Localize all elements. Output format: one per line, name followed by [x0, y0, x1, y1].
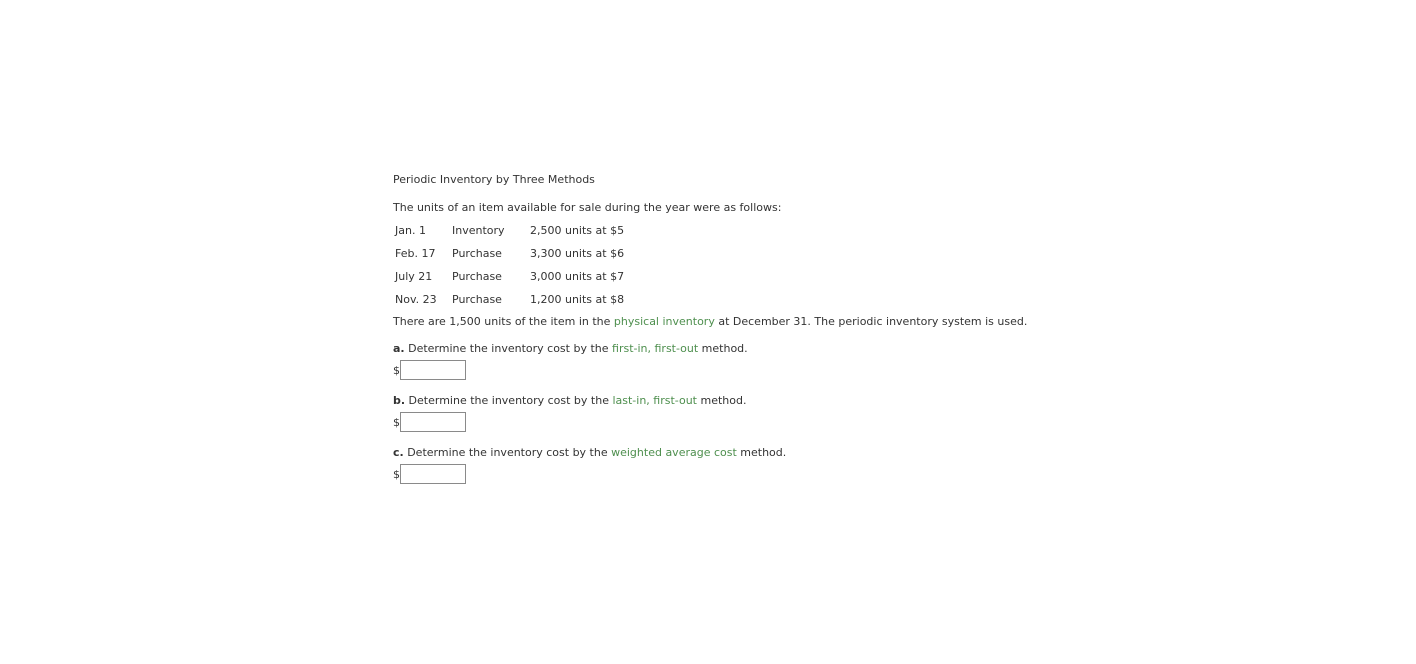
question-a [393, 341, 1093, 357]
problem-content [393, 172, 1093, 485]
question-letter: b. [393, 394, 406, 407]
fifo-cost-input[interactable] [400, 360, 466, 380]
entry-type: Inventory [452, 224, 505, 237]
question-letter: a. [393, 342, 405, 355]
weighted-average-link[interactable]: weighted average cost [611, 446, 737, 459]
currency-symbol: $ [393, 415, 400, 429]
question-b [393, 393, 1093, 409]
entry-detail: 3,000 units at $7 [530, 270, 625, 283]
question-text-after: method. [698, 342, 748, 355]
lifo-cost-input[interactable] [400, 412, 466, 432]
entry-date: Jan. 1 [395, 224, 426, 237]
physical-inventory-link[interactable]: physical inventory [613, 315, 715, 328]
intro-text: The units of an item available for sale during the year were as follows: [393, 201, 782, 214]
currency-symbol: $ [393, 363, 400, 377]
entry-date: July 21 [395, 270, 433, 283]
inventory-entries-table [393, 219, 624, 311]
table-row [393, 265, 624, 288]
entry-detail: 3,300 units at $6 [530, 247, 625, 260]
info-text-after: at December 31. The periodic inventory system is used. [714, 315, 1028, 328]
entry-date: Nov. 23 [395, 293, 437, 306]
entry-type: Purchase [452, 293, 502, 306]
currency-symbol: $ [393, 467, 400, 481]
inventory-info-text [393, 314, 1093, 330]
table-row [393, 219, 624, 242]
answer-c [393, 463, 1093, 485]
weighted-average-cost-input[interactable] [400, 464, 466, 484]
table-row [393, 288, 624, 311]
question-text-before: Determine the inventory cost by the [403, 446, 612, 459]
answer-a [393, 359, 1093, 381]
question-letter: c. [393, 446, 404, 459]
lifo-link[interactable]: last-in, first-out [612, 394, 697, 407]
entry-date: Feb. 17 [395, 247, 436, 260]
problem-title: Periodic Inventory by Three Methods [393, 173, 595, 186]
question-text-before: Determine the inventory cost by the [404, 342, 613, 355]
fifo-link[interactable]: first-in, first-out [612, 342, 699, 355]
entry-type: Purchase [452, 247, 502, 260]
table-row [393, 242, 624, 265]
info-text-before: There are 1,500 units of the item in the [393, 315, 614, 328]
entry-type: Purchase [452, 270, 502, 283]
entry-detail: 1,200 units at $8 [530, 293, 625, 306]
question-text-after: method. [736, 446, 787, 459]
question-c [393, 445, 1093, 461]
answer-b [393, 411, 1093, 433]
question-text-before: Determine the inventory cost by the [405, 394, 613, 407]
entry-detail: 2,500 units at $5 [530, 224, 625, 237]
question-text-after: method. [696, 394, 747, 407]
